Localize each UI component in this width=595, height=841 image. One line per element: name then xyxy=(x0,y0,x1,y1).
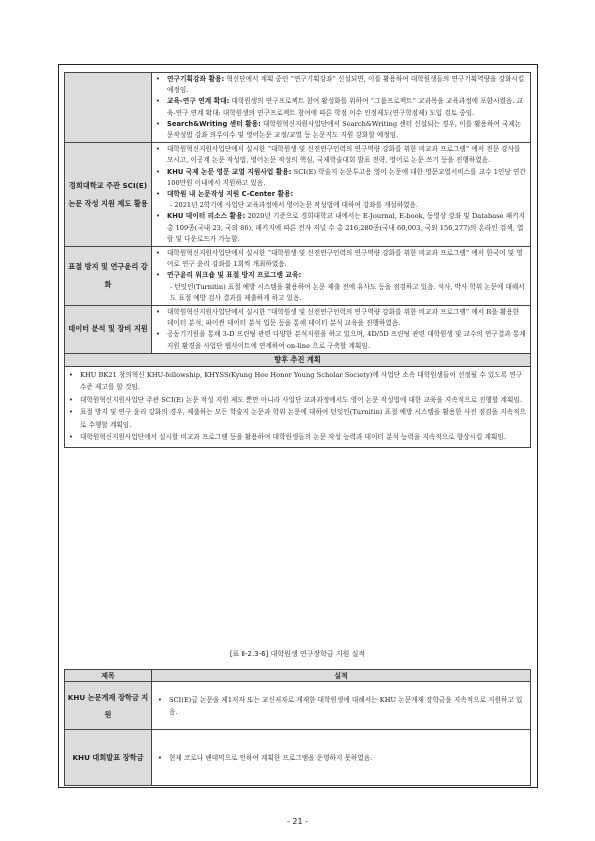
plan-text: KHU BK21 창의혁신 KHU-fellowship, KHYSS(Kyung Hee Honor Young Scholar Society)에 사업단 소속 대학원생들이 선정될 수 있도록 연구 수준 제고를 할 것임. xyxy=(80,370,523,392)
result-label: KHU 대회발표 장학금 xyxy=(65,730,152,786)
row-content xyxy=(152,247,531,306)
item-heading: 연구윤리 워크숍 및 표절 방지 프로그램 교육: xyxy=(167,271,302,280)
item-text: 2020년 기준으로 경희대학교 내에서는 E-Journal, E-book, 동영상 강좌 및 Database 패키지 총 109종(국내 23, 국외 86), 패키지에 따른 전자 저널 수 총 216,280종(국내 60,003, 국외 156,277)의 온라인 검색, 열람 및 다운로드가 가능함. xyxy=(167,212,526,243)
plan-item xyxy=(69,431,526,444)
item-text: SCI(E) 학술지 논문투고용 영어 논문에 대한 영문교열서비스를 교수 1인당 연간 100만원 이내에서 지원하고 있음. xyxy=(167,167,526,187)
results-body xyxy=(65,682,531,786)
result-item xyxy=(158,752,524,764)
result-item xyxy=(158,694,524,718)
table-caption: [표 Ⅱ-2.3-6] 대학원생 연구장학금 지원 실적 xyxy=(229,650,366,658)
row-content xyxy=(152,306,531,354)
item-text: 대학원혁신지원사업단에서 실시한 “대학원생 및 신진연구인력의 연구역량 강화를 위한 비교과 프로그램” 에서 한국어 및 영어로 연구 윤리 강좌를 1회씩 개최하였음. xyxy=(167,249,523,269)
item-text: 대학원혁신지원사업단에서 실시한 “대학원생 및 신진연구인력의 연구역량 강화를 위한 비교과 프로그램” 에서 R을 활용한 데이터 분석, 파이썬 데이터 분석 입문 등을 통해 데이터 분석 교육을 진행하였음. xyxy=(167,308,520,328)
result-text: SCI(E)급 논문을 제1저자 또는 교신저자로 게재한 대학원생에 대해서는 KHU 논문게재 장학금을 지속적으로 지원하고 있음. xyxy=(169,695,523,716)
plan-item xyxy=(69,394,526,407)
bullet-item xyxy=(156,211,526,245)
plan-list xyxy=(65,366,531,447)
bullet-item xyxy=(156,167,526,189)
bullet-icon: • xyxy=(156,190,160,199)
bullet-item xyxy=(156,119,526,141)
plan-text: 대학원혁신지원사업단 주관 SCI(E) 논문 작성 지원 제도 뿐만 아니라 사업단 교과과정에서도 영어 논문 작성법에 대한 교육을 지속적으로 진행할 계획임. xyxy=(80,395,522,404)
plan-item xyxy=(69,406,526,431)
bullet-item xyxy=(156,96,526,118)
row-label: 경희대학교 주관 SCI(E) 논문 작성 지원 제도 활용 xyxy=(65,143,152,247)
plan-item xyxy=(69,369,526,394)
sub-item xyxy=(156,200,526,211)
bullet-item xyxy=(156,144,526,166)
page-number: - 21 - xyxy=(286,817,309,826)
result-content xyxy=(152,730,531,786)
bullet-icon: • xyxy=(158,753,162,762)
bullet-icon: • xyxy=(156,330,160,339)
bullet-icon: • xyxy=(69,408,73,417)
item-heading: 대학원 내 논문작성 지원 C-Center 활용: xyxy=(167,190,294,199)
bullet-icon: • xyxy=(69,395,73,404)
support-row xyxy=(65,73,531,143)
bullet-icon: • xyxy=(156,167,160,176)
item-heading: 연구기획강좌 활용: xyxy=(167,75,225,83)
plan-header: 향후 추진 계획 xyxy=(65,353,531,366)
row-content xyxy=(152,143,531,247)
plan-text: 표절 방지 및 연구 윤리 강화의 경우, 제출하는 모든 학술지 논문과 학위 논문에 대하여 턴잇인(Turnitin) 표절 예방 시스템을 활용한 사전 점검을 지속적으로 수행할 계획임. xyxy=(80,408,526,429)
result-row xyxy=(65,682,531,730)
bullet-icon: • xyxy=(156,75,160,83)
bullet-icon: • xyxy=(156,212,160,221)
item-text: 대학원혁신지원사업단에서 Search&Writing 센터 신설되는 경우, 이를 활용하여 국제논문작성법 강좌 의무이수 및 영어논문 교정/교열 등 논문지도 지원 강화할 예정임. xyxy=(167,119,522,140)
bullet-icon: • xyxy=(156,249,160,258)
bullet-item xyxy=(156,189,526,200)
item-text: 대학원혁신지원사업단에서 실시한 “대학원생 및 신진연구인력의 연구역량 강화를 위한 비교과 프로그램” 에서 전문 강사를 모시고, 이공계 논문 작성법, 영어논문 작성의 핵심, 국제학술대회 발표 전략, 영어로 논문 쓰기 등을 진행하였음. xyxy=(167,145,521,165)
row-label xyxy=(65,73,152,143)
result-content xyxy=(152,682,531,730)
row-label: 데이터 분석 및 장비 지원 xyxy=(65,306,152,354)
bullet-icon: • xyxy=(156,308,160,317)
item-text: 공동기기원을 통해 3-D 프린팅 관련 다양한 분석지원을 하고 있으며, 4D/5D 프린팅 관련 대학원생 및 교수의 연구결과 통계지원 환경을 사업단 웹사이트에 연계하여 on-line 으로 구축할 계획임. xyxy=(167,330,526,350)
bullet-icon: • xyxy=(69,433,73,442)
header-title: 제목 xyxy=(65,670,152,682)
support-row xyxy=(65,247,531,306)
result-label: KHU 논문게재 장학금 지원 xyxy=(65,682,152,730)
bullet-item xyxy=(156,270,526,281)
row-label: 표절 방지 및 연구윤리 강화 xyxy=(65,247,152,306)
bullet-item xyxy=(156,329,526,351)
item-text: 대학원생의 연구프로젝트 참여 활성화를 위하여 “그룹프로젝트” 교과목을 교육과정에 포함시켰음. 교육-연구 연계 확대: 대학원생의 연구프로젝트 참여에 따른 학점 이수 인정제도(연구학점제) 도입 검토 중임. xyxy=(167,97,524,117)
bullet-icon: • xyxy=(156,119,160,128)
bullet-icon: • xyxy=(156,97,160,106)
result-row xyxy=(65,730,531,786)
plan-text: 대학원혁신지원사업단에서 실시할 비교과 프로그램 등을 활용하여 대학원생들의 논문 작성 능력과 데이터 분석 능력을 지속적으로 향상시킬 계획임. xyxy=(80,433,506,442)
bullet-icon: • xyxy=(156,271,160,280)
support-row xyxy=(65,143,531,247)
item-heading: KHU 국제 논문 영문 교열 지원사업 활용: xyxy=(167,167,292,176)
item-text: 혁신단에서 계획 중인 “연구기획강좌” 신설되면, 이를 활용하여 대학원생들의 연구기획역량을 강화시킬 예정임. xyxy=(167,75,525,95)
header-result: 실적 xyxy=(152,670,531,682)
result-text: 현재 코로나 팬데믹으로 인하여 계획한 프로그램을 운영하지 못하였음. xyxy=(169,753,373,762)
support-plan-body xyxy=(65,73,531,354)
plan-header-row xyxy=(65,353,531,366)
support-row xyxy=(65,306,531,354)
sub-item xyxy=(156,282,526,304)
item-text: - 2021년 2학기에 사업단 교육과정에서 영어논문 작성법에 대하여 강좌를 개설하였음. xyxy=(170,201,418,210)
plan-body-row xyxy=(65,366,531,447)
bullet-item xyxy=(156,248,526,270)
bullet-icon: • xyxy=(69,370,73,379)
support-plan-table xyxy=(64,72,531,448)
bullet-icon: • xyxy=(156,145,160,154)
item-heading: 교육-연구 연계 확대: xyxy=(167,97,230,106)
bullet-item xyxy=(156,74,526,96)
item-heading: KHU 데이터 리소스 활용: xyxy=(167,212,246,221)
row-content xyxy=(152,73,531,143)
bullet-icon: • xyxy=(158,695,162,704)
item-text: - 턴잇인(Turnitin) 표절 예방 시스템을 활용하여 논문 제출 전에 유사도 등을 점검하고 있음. 석사, 박사 학위 논문에 대해서도 표절 예방 검사 결과를 제출하게 하고 있음. xyxy=(170,282,525,302)
scholarship-results-table xyxy=(64,669,531,786)
item-heading: Search&Writing 센터 활용: xyxy=(167,119,261,128)
bullet-item xyxy=(156,307,526,329)
